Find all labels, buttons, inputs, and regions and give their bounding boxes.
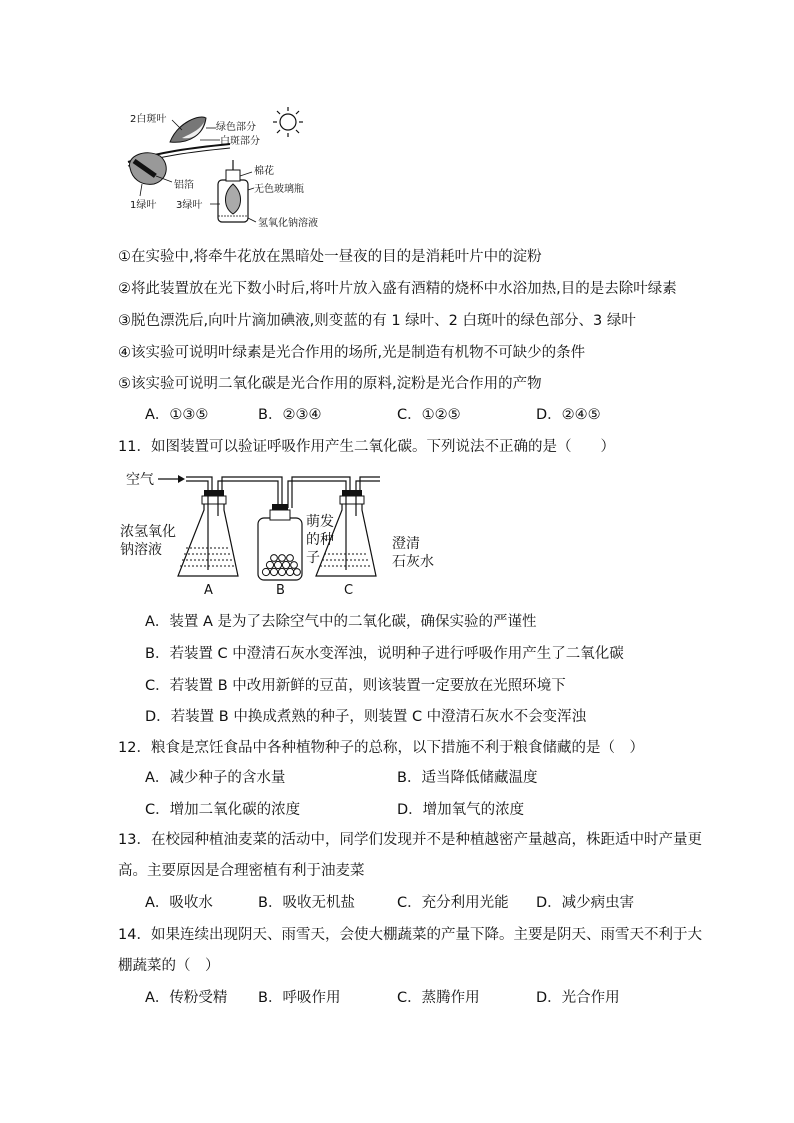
label-seed-3: 子 <box>306 550 320 566</box>
label-seed-2: 的种 <box>306 532 334 548</box>
q10-statement-5: ⑤该实验可说明二氧化碳是光合作用的原料,淀粉是光合作用的产物 <box>118 376 542 392</box>
q14-option-d[interactable]: D．光合作用 <box>536 990 620 1006</box>
label-glass-bottle: 无色玻璃瓶 <box>254 184 304 195</box>
q10-option-b[interactable]: B．②③④ <box>258 407 322 423</box>
label-green-part: 绿色部分 <box>216 122 256 133</box>
respiration-apparatus-figure <box>118 466 448 598</box>
q12-option-a[interactable]: A．减少种子的含水量 <box>145 770 286 786</box>
q11-option-c[interactable]: C．若装置 B 中改用新鲜的豆苗，则该装置一定要放在光照环境下 <box>145 678 566 694</box>
label-flask-c: C <box>344 583 354 598</box>
q11-stem: 11．如图装置可以验证呼吸作用产生二氧化碳。下列说法不正确的是（ ） <box>118 439 615 455</box>
q14-stem-line-2: 棚蔬菜的（ ） <box>118 958 220 974</box>
label-air: 空气 <box>126 472 154 488</box>
q11-option-a[interactable]: A．装置 A 是为了去除空气中的二氧化碳，确保实验的严谨性 <box>145 614 537 630</box>
arrow-icon <box>158 475 185 483</box>
q11-option-d[interactable]: D．若装置 B 中换成煮熟的种子，则装置 C 中澄清石灰水不会变浑浊 <box>145 709 587 725</box>
q13-option-b[interactable]: B．吸收无机盐 <box>258 895 355 911</box>
q12-option-d[interactable]: D．增加氧气的浓度 <box>397 802 525 818</box>
q14-option-c[interactable]: C．蒸腾作用 <box>397 990 480 1006</box>
q10-option-c[interactable]: C．①②⑤ <box>397 407 461 423</box>
q10-option-d[interactable]: D．②④⑤ <box>536 407 601 423</box>
leaf-3 <box>225 184 240 214</box>
bottle-b <box>258 504 302 580</box>
q14-stem-line-1: 14．如果连续出现阴天、雨雪天，会使大棚蔬菜的产量下降。主要是阴天、雨雪天不利于大 <box>118 927 702 943</box>
q13-option-c[interactable]: C．充分利用光能 <box>397 895 509 911</box>
label-naoh-1: 浓氢氧化 <box>120 524 176 540</box>
q14-option-b[interactable]: B．呼吸作用 <box>258 990 341 1006</box>
q12-option-c[interactable]: C．增加二氧化碳的浓度 <box>145 802 301 818</box>
flask-a <box>178 490 238 576</box>
q12-option-b[interactable]: B．适当降低储藏温度 <box>397 770 538 786</box>
q13-stem-line-2: 高。主要原因是合理密植有利于油麦菜 <box>118 863 365 879</box>
q10-statement-2: ②将此装置放在光下数小时后,将叶片放入盛有酒精的烧杯中水浴加热,目的是去除叶绿素 <box>118 281 677 297</box>
q11-option-b[interactable]: B．若装置 C 中澄清石灰水变浑浊，说明种子进行呼吸作用产生了二氧化碳 <box>145 646 624 662</box>
label-leaf-1: 1绿叶 <box>130 200 157 211</box>
q13-stem-line-1: 13．在校园种植油麦菜的活动中，同学们发现并不是种植越密产量越高，株距适中时产量更 <box>118 832 702 848</box>
q10-option-a[interactable]: A．①③⑤ <box>145 407 209 423</box>
label-white-part: 白斑部分 <box>220 136 260 147</box>
label-seed-1: 萌发 <box>306 514 334 530</box>
label-leaf-3: 3绿叶 <box>176 200 203 211</box>
q12-stem: 12．粮食是烹饪食品中各种植物种子的总称，以下措施不利于粮食储藏的是（ ） <box>118 740 644 756</box>
label-flask-a: A <box>204 583 213 598</box>
label-lime-1: 澄清 <box>392 536 420 552</box>
sun-icon <box>273 107 303 137</box>
label-bottle-b: B <box>276 583 285 598</box>
q10-statement-3: ③脱色漂洗后,向叶片滴加碘液,则变蓝的有 1 绿叶、2 白斑叶的绿色部分、3 绿叶 <box>118 313 636 329</box>
label-cotton: 棉花 <box>254 166 274 177</box>
label-naoh: 氢氧化钠溶液 <box>258 218 318 229</box>
q13-option-d[interactable]: D．减少病虫害 <box>536 895 635 911</box>
q10-statement-4: ④该实验可说明叶绿素是光合作用的场所,光是制造有机物不可缺少的条件 <box>118 345 586 361</box>
label-lime-2: 石灰水 <box>392 554 434 570</box>
label-foil: 铝箔 <box>174 180 194 191</box>
label-white-leaf: 2白斑叶 <box>130 114 167 125</box>
leaf-experiment-figure <box>120 104 360 230</box>
q13-option-a[interactable]: A．吸收水 <box>145 895 213 911</box>
q14-option-a[interactable]: A．传粉受精 <box>145 990 228 1006</box>
label-naoh-2: 钠溶液 <box>120 542 162 558</box>
q10-statement-1: ①在实验中,将牵牛花放在黑暗处一昼夜的目的是消耗叶片中的淀粉 <box>118 249 542 265</box>
